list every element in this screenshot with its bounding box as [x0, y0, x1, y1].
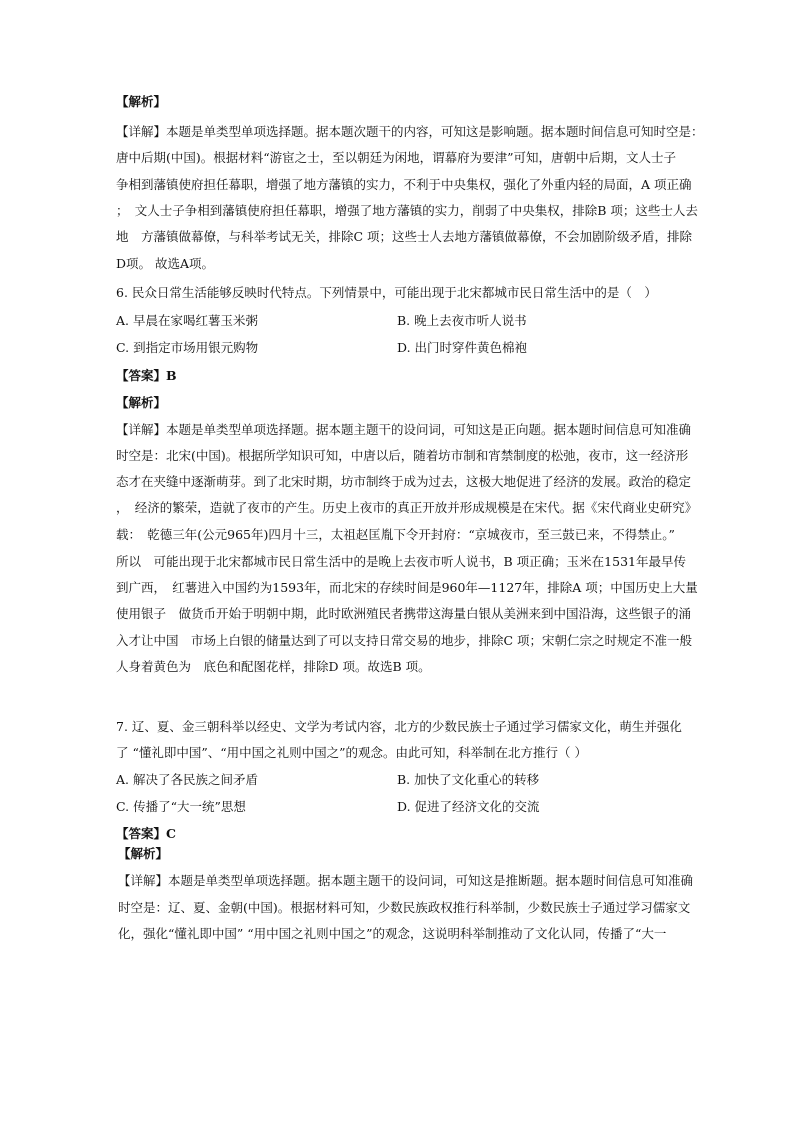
paragraph-line: 争相到藩镇使府担任幕职，增强了地方藩镇的实力，不利于中央集权，强化了外重内轻的局面，A 项正确	[116, 177, 692, 192]
q6-option-c: C. 到指定市场用银元购物	[116, 340, 259, 355]
q7-option-d: D. 促进了经济文化的交流	[397, 799, 540, 814]
q6-option-d: D. 出门时穿件黄色棉袍	[397, 340, 528, 355]
q7-jiexi-heading: 【解析】	[118, 846, 169, 861]
paragraph-line: 时空是：北宋(中国)。根据所学知识可知，中唐以后，随着坊市制和宵禁制度的松弛，夜市，这一经济形	[116, 448, 689, 463]
paragraph-line: 载： 乾德三年(公元965年)四月十三，太祖赵匡胤下令开封府：“京城夜市，至三鼓已来，不得禁止。”	[116, 527, 675, 542]
paragraph-line: 【详解】本题是单类型单项选择题。据本题主题干的设问词，可知这是推断题。据本题时间信息可知准确	[118, 873, 694, 888]
paragraph-line: 态才在夹缝中逐渐萌芽。到了北宋时期，坊市制终于成为过去，这极大地促进了经济的发展。政治的稳定	[116, 474, 692, 489]
paragraph-line: 时空是：辽、夏、金朝(中国)。根据材料可知，少数民族政权推行科举制，少数民族士子通过学习儒家文	[118, 900, 691, 915]
paragraph-line: 人身着黄色为 底色和配图花样，排除D 项。故选B 项。	[116, 659, 431, 674]
paragraph-line: 化，强化“懂礼即中国” “用中国之礼则中国之”的观念，这说明科举制推动了文化认同，传播了“大一	[118, 926, 667, 941]
paragraph-line: 【详解】本题是单类型单项选择题。据本题次题干的内容，可知这是影响题。据本题时间信息可知时空是：	[116, 124, 704, 139]
q7-option-b: B. 加快了文化重心的转移	[397, 772, 540, 787]
paragraph-line: 唐中后期(中国)。根据材料“游宦之士，至以朝廷为闲地，谓幕府为要津”可知，唐朝中后期，文人士子	[116, 150, 677, 165]
paragraph-line: 所以 可能出现于北宋都城市民日常生活中的是晚上去夜市听人说书，B 项正确；玉米在1531年最早传	[116, 554, 686, 569]
paragraph-line: ， 经济的繁荣，造就了夜市的产生。历史上夜市的真正开放并形成规模是在宋代。据《宋代商业史研究》	[116, 500, 698, 515]
question-6-stem: 6. 民众日常生活能够反映时代特点。下列情景中，可能出现于北宋都城市民日常生活中的是（ ）	[116, 285, 657, 300]
paragraph-line: 【详解】本题是单类型单项选择题。据本题主题干的设问词，可知这是正向题。据本题时间信息可知准确	[116, 422, 692, 437]
paragraph-line: 地 方藩镇做幕僚，与科举考试无关，排除C 项；这些士人去地方藩镇做幕僚，不会加剧阶级矛盾，排除	[116, 229, 693, 244]
q6-jiexi-heading: 【解析】	[116, 395, 167, 410]
q7-option-a: A. 解决了各民族之间矛盾	[116, 772, 258, 787]
q6-option-a: A. 早晨在家喝红薯玉米粥	[116, 313, 258, 328]
paragraph-line: D项。 故选A项。	[116, 256, 215, 271]
question-7-stem-line1: 7. 辽、夏、金三朝科举以经史、文学为考试内容，北方的少数民族士子通过学习儒家文化，萌生并强化	[116, 719, 682, 734]
paragraph-line: 到广西， 红薯进入中国约为1593年，而北宋的存续时间是960年—1127年，排除A 项；中国历史上大量	[116, 580, 698, 595]
q6-answer: 【答案】B	[116, 368, 177, 383]
q7-option-c: C. 传播了“大一统”思想	[116, 799, 246, 814]
paragraph-line: ； 文人士子争相到藩镇使府担任幕职，增强了地方藩镇的实力，削弱了中央集权，排除B 项；这些士人去	[116, 203, 698, 218]
jiexi-heading: 【解析】	[116, 94, 167, 109]
q6-option-b: B. 晚上去夜市听人说书	[397, 313, 527, 328]
paragraph-line: 入才让中国 市场上白银的储量达到了可以支持日常交易的地步，排除C 项；宋朝仁宗之时规定不准一般	[116, 633, 693, 648]
paragraph-line: 使用银子 做货币开始于明朝中期，此时欧洲殖民者携带这海量白银从美洲来到中国沿海，这些银子的涌	[116, 606, 692, 621]
q7-answer: 【答案】C	[116, 826, 176, 841]
question-7-stem-line2: 了 “懂礼即中国”、“用中国之礼则中国之”的观念。由此可知，科举制在北方推行（ ）	[116, 745, 588, 760]
